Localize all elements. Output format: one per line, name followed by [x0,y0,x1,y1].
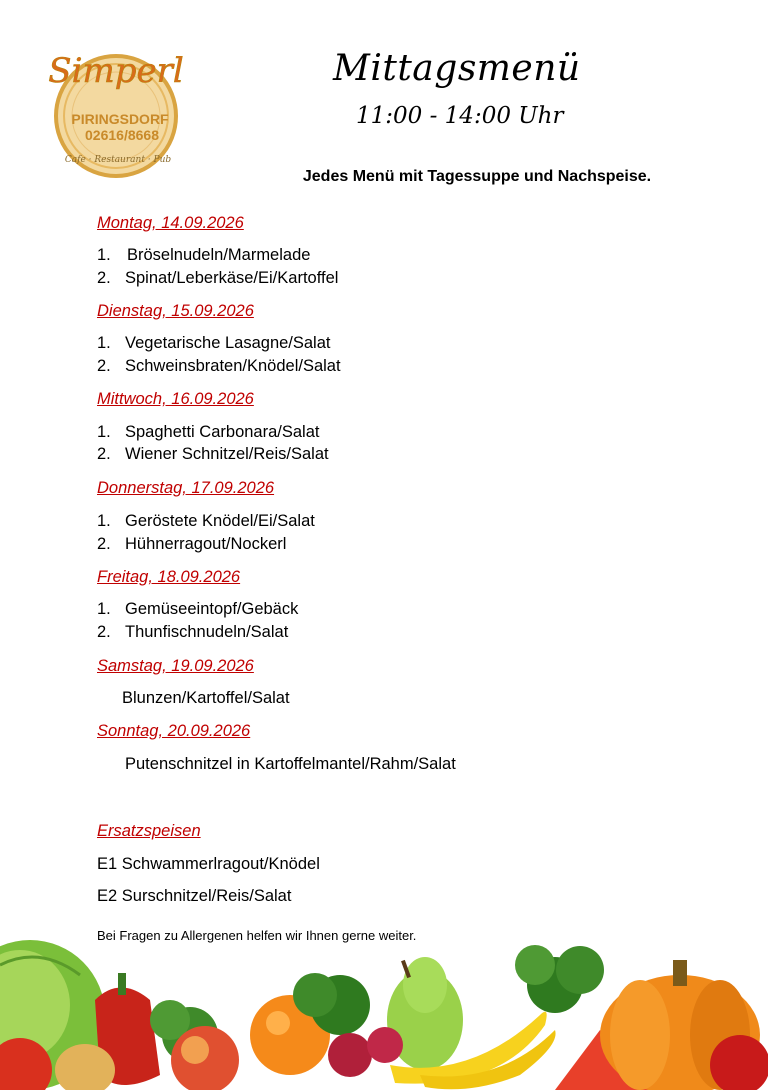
dish-item: Putenschnitzel in Kartoffelmantel/Rahm/Salat [125,755,456,773]
ersatz-heading: Ersatzspeisen [97,822,201,840]
menu-intro: Jedes Menü mit Tagessuppe und Nachspeise. [302,168,652,185]
dish-item: Blunzen/Kartoffel/Salat [122,689,290,707]
dish-item: 1. Spaghetti Carbonara/Salat [97,423,320,441]
day-heading-mittwoch: Mittwoch, 16.09.2026 [97,390,254,408]
logo-phone: 02616/8668 [85,127,159,143]
allergen-note: Bei Fragen zu Allergenen helfen wir Ihnen gerne weiter. [97,928,417,943]
opening-hours: 11:00 - 14:00 Uhr [356,103,564,129]
dish-item: 2. Spinat/Leberkäse/Ei/Kartoffel [97,269,339,287]
logo-tagline: Cafe · Restaurant · Pub [64,155,172,165]
restaurant-logo [44,44,188,180]
ersatz-item: E2 Surschnitzel/Reis/Salat [97,887,292,905]
logo-place: PIRINGSDORF [71,111,169,127]
dish-item: 1. Geröstete Knödel/Ei/Salat [97,512,315,530]
ersatz-item: E1 Schwammerlragout/Knödel [97,855,320,873]
day-heading-freitag: Freitag, 18.09.2026 [97,568,241,586]
menu-title: Mittagsmenü [333,48,581,89]
dish-item: 1. Vegetarische Lasagne/Salat [97,334,331,352]
day-heading-montag: Montag, 14.09.2026 [97,214,244,232]
dish-item: 1. Bröselnudeln/Marmelade [97,246,311,264]
vegetables-illustration [0,905,768,1090]
dish-item: 2. Thunfischnudeln/Salat [97,623,289,641]
dish-item: 2. Schweinsbraten/Knödel/Salat [97,357,341,375]
dish-item: 2. Wiener Schnitzel/Reis/Salat [97,445,329,463]
day-heading-dienstag: Dienstag, 15.09.2026 [97,302,254,320]
dish-item: 2. Hühnerragout/Nockerl [97,535,287,553]
day-heading-sonntag: Sonntag, 20.09.2026 [97,722,251,740]
logo-brand: Simperl [48,51,184,91]
dish-item: 1. Gemüseeintopf/Gebäck [97,600,299,618]
day-heading-samstag: Samstag, 19.09.2026 [97,657,254,675]
day-heading-donnerstag: Donnerstag, 17.09.2026 [97,479,275,497]
